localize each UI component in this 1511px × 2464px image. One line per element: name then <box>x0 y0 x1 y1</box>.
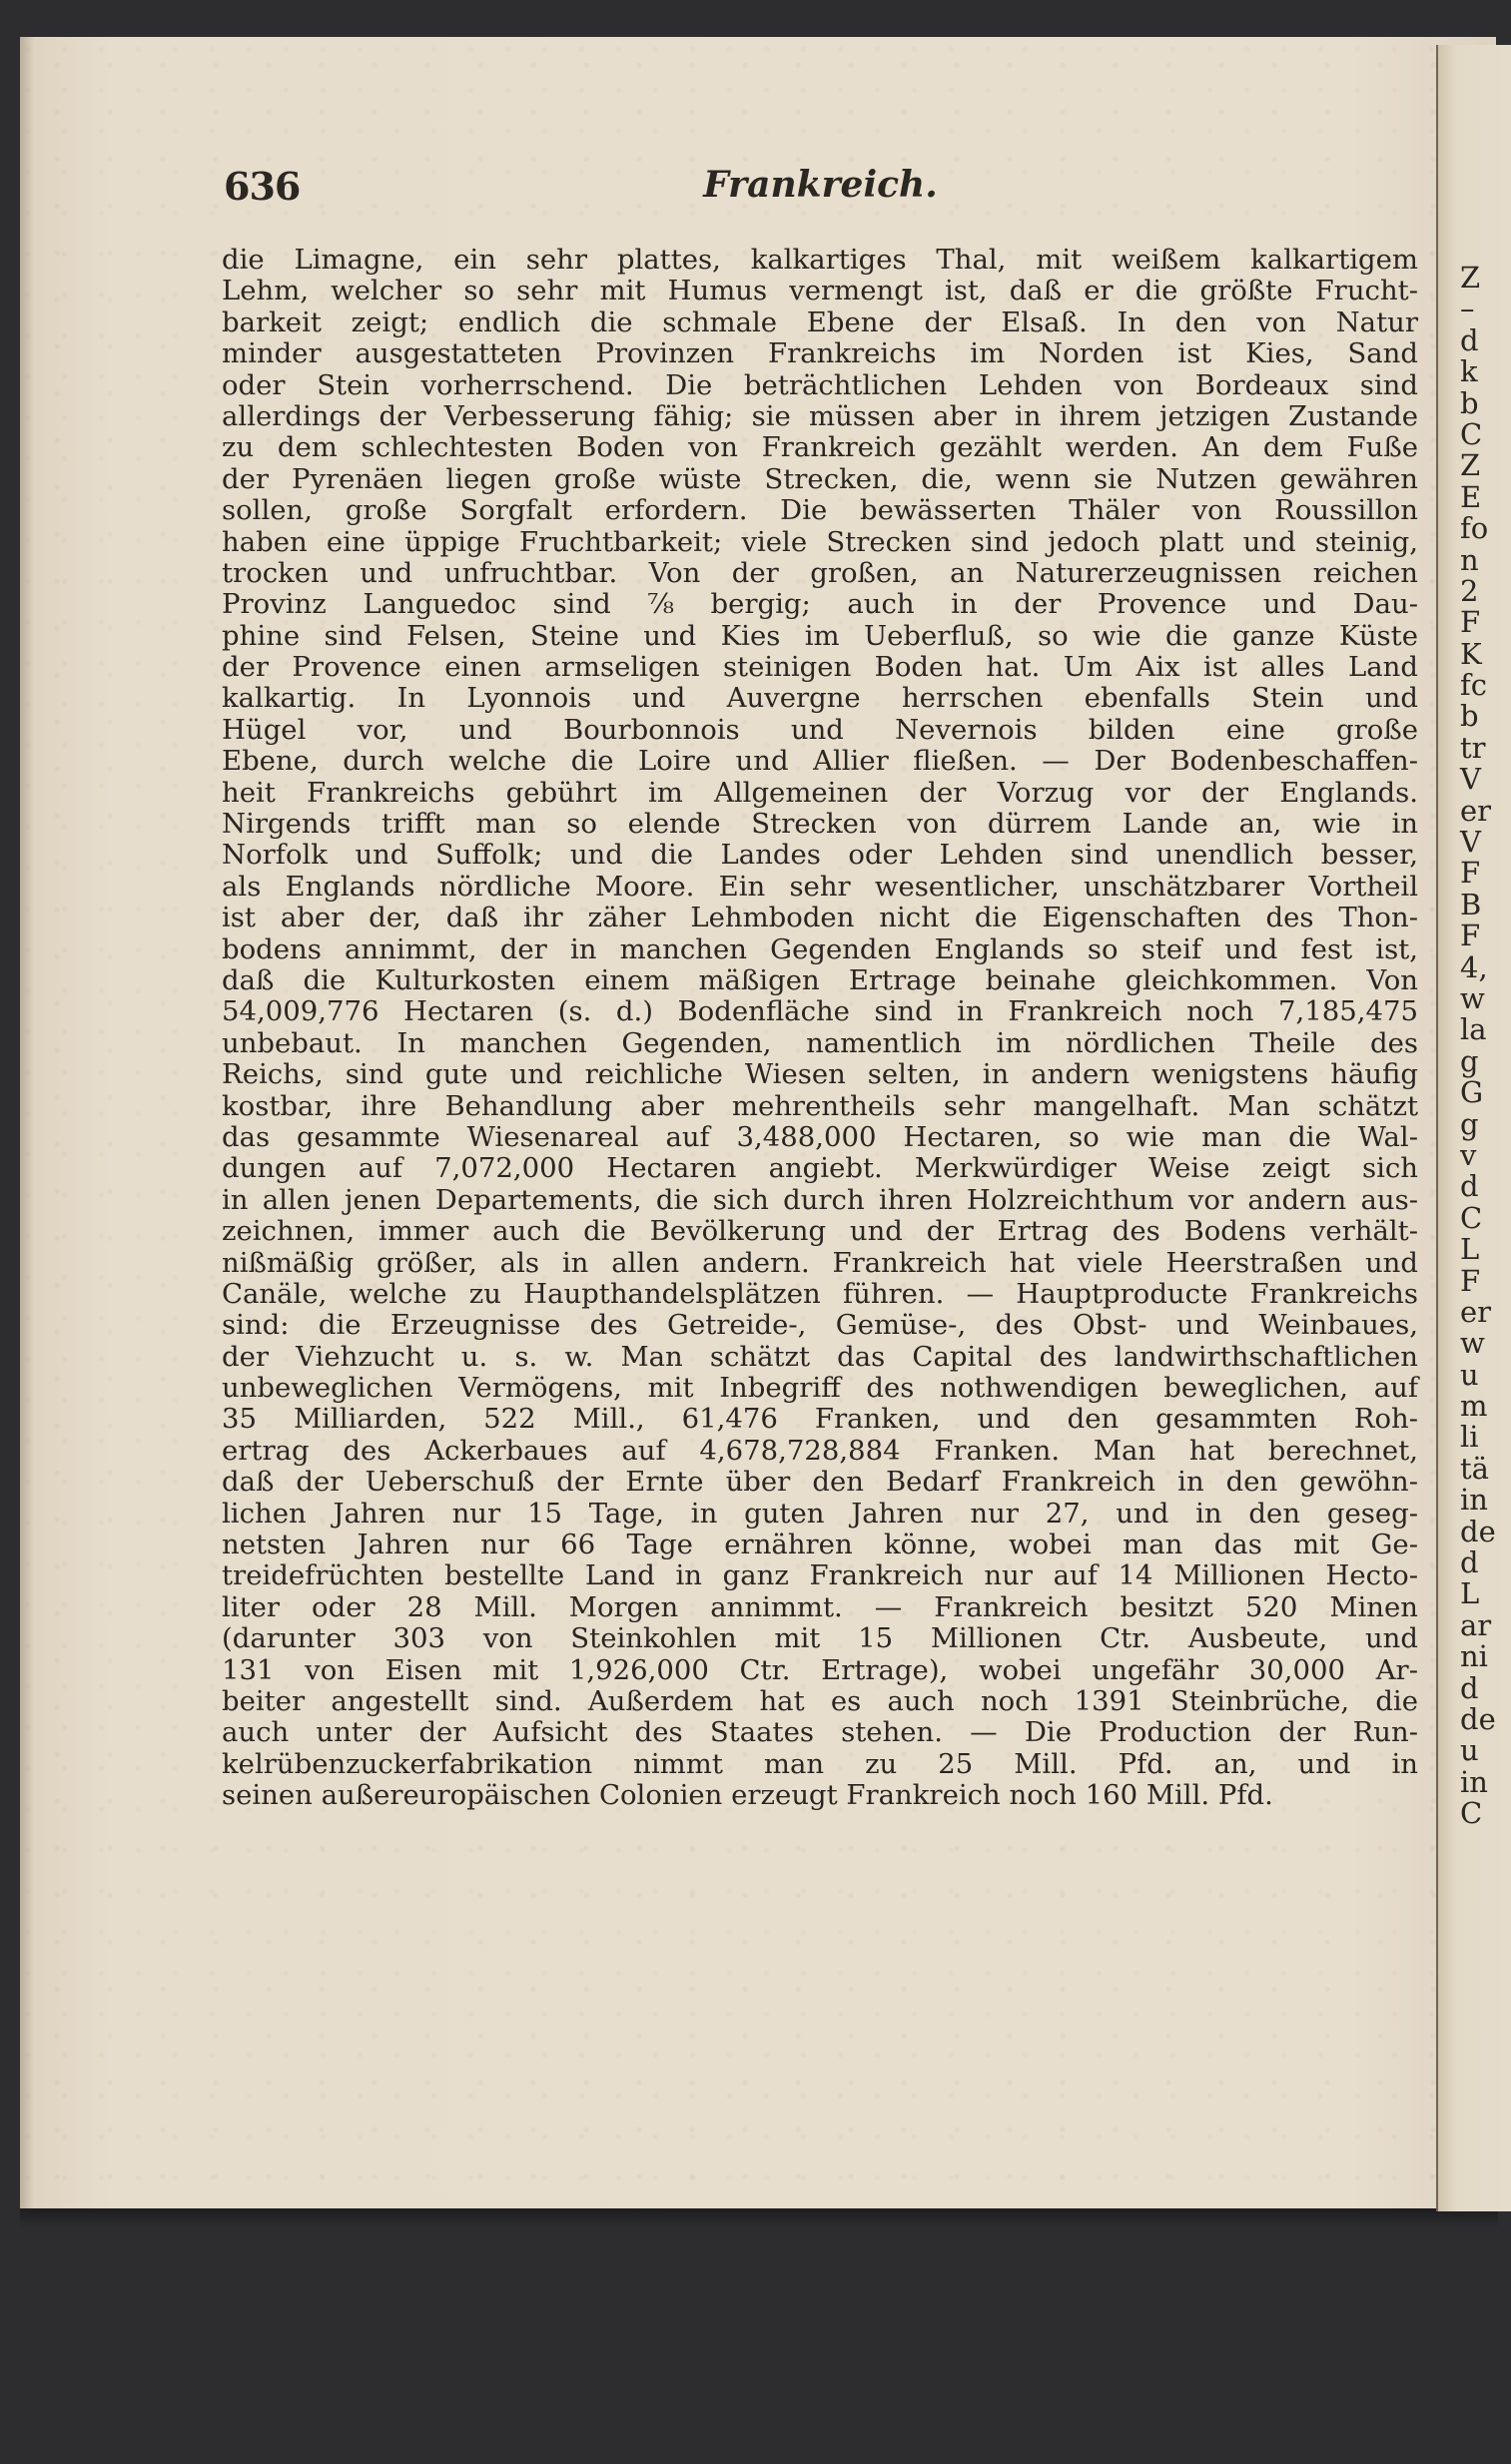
body-text <box>222 245 1418 1812</box>
facing-page-fragment: C <box>1460 1796 1483 1831</box>
facing-page-fragment: fc <box>1460 668 1487 703</box>
text-line: Hügel vor, und Bourbonnois und Nevernois bilden eine große <box>222 713 1418 746</box>
text-line: zu dem schlechtesten Boden von Frankreich gezählt werden. An dem Fuße <box>222 431 1418 464</box>
facing-page-fragment: F <box>1460 1263 1481 1298</box>
text-line: ertrag des Ackerbaues auf 4,678,728,884 Franken. Man hat berechnet, <box>222 1434 1418 1467</box>
text-line: lichen Jahren nur 15 Tage, in guten Jahren nur 27, und in den geseg- <box>222 1497 1418 1530</box>
text-line: dungen auf 7,072,000 Hectaren angiebt. Merkwürdiger Weise zeigt sich <box>222 1152 1418 1185</box>
text-line: 35 Milliarden, 522 Mill., 61,476 Franken, und den gesammten Roh- <box>222 1403 1418 1436</box>
facing-page-fragment: d <box>1460 1670 1479 1705</box>
text-line: auch unter der Aufsicht des Staates stehen. — Die Production der Run- <box>222 1716 1418 1749</box>
page-number: 636 <box>224 164 301 209</box>
text-line: haben eine üppige Fruchtbarkeit; viele Strecken sind jedoch platt und steinig, <box>222 525 1418 558</box>
text-line: bodens annimmt, der in manchen Gegenden Englands so steif und fest ist, <box>222 932 1418 965</box>
facing-page-fragment: u <box>1460 1733 1479 1768</box>
facing-page-fragment: er <box>1460 793 1492 828</box>
facing-page-fragment: B <box>1460 887 1482 922</box>
text-line: Reichs, sind gute und reichliche Wiesen selten, in andern wenigstens häufig <box>222 1058 1418 1091</box>
facing-page-fragment: u <box>1460 1357 1479 1392</box>
text-line: seinen außereuropäischen Colonien erzeugt Frankreich noch 160 Mill. Pfd. <box>222 1779 1273 1812</box>
facing-page-fragment: Z <box>1460 261 1481 295</box>
text-line: nißmäßig größer, als in allen andern. Frankreich hat viele Heerstraßen und <box>222 1246 1418 1279</box>
text-line: Provinz Languedoc sind ⅞ bergig; auch in der Provence und Dau- <box>222 588 1418 621</box>
text-line: minder ausgestatteten Provinzen Frankreichs im Norden ist Kies, Sand <box>222 337 1418 370</box>
page-header <box>224 164 1417 224</box>
text-line: der Provence einen armseligen steinigen Boden hat. Um Aix ist alles Land <box>222 651 1418 684</box>
page-edge-shadow <box>20 37 34 2208</box>
text-line: zeichnen, immer auch die Bevölkerung und der Ertrag des Bodens verhält- <box>222 1215 1418 1248</box>
facing-page-fragment: L <box>1460 1232 1480 1267</box>
text-line: heit Frankreichs gebührt im Allgemeinen der Vorzug vor der Englands. <box>222 776 1418 809</box>
facing-page-fragment: C <box>1460 1200 1483 1235</box>
facing-page-fragment: de <box>1460 1701 1496 1736</box>
facing-page-fragment: d <box>1460 322 1479 357</box>
facing-page-edge <box>1436 45 1511 2211</box>
text-line: sollen, große Sorgfalt erfordern. Die bewässerten Thäler von Roussillon <box>222 494 1418 527</box>
facing-page-fragment: K <box>1460 636 1482 671</box>
text-line: Lehm, welcher so sehr mit Humus vermengt ist, daß er die größte Frucht- <box>222 275 1418 308</box>
facing-page-fragment: 4, <box>1460 949 1488 984</box>
facing-page-fragment: in <box>1460 1764 1488 1799</box>
text-line: kelrübenzuckerfabrikation nimmt man zu 25 Mill. Pfd. an, und in <box>222 1747 1418 1780</box>
text-line: die Limagne, ein sehr plattes, kalkartiges Thal, mit weißem kalkartigem <box>222 244 1418 276</box>
facing-page-fragment: d <box>1460 1545 1479 1580</box>
text-line: der Viehzucht u. s. w. Man schätzt das Capital des landwirthschaftlichen <box>222 1340 1418 1373</box>
facing-page-fragment: L <box>1460 1576 1480 1611</box>
text-line: allerdings der Verbesserung fähig; sie müssen aber in ihrem jetzigen Zustande <box>222 399 1418 432</box>
facing-page-fragment: w <box>1460 1326 1485 1361</box>
facing-page-fragment: fo <box>1460 511 1489 546</box>
facing-page-fragment: tr <box>1460 730 1486 765</box>
facing-page-fragment: tä <box>1460 1451 1489 1486</box>
facing-page-fragment: ni <box>1460 1639 1488 1674</box>
text-line: barkeit zeigt; endlich die schmale Ebene der Elsaß. In den von Natur <box>222 306 1418 338</box>
text-line: liter oder 28 Mill. Morgen annimmt. — Frankreich besitzt 520 Minen <box>222 1590 1418 1623</box>
text-line: treidefrüchten bestellte Land in ganz Frankreich nur auf 14 Millionen Hecto- <box>222 1559 1418 1592</box>
text-line: Canäle, welche zu Haupthandelsplätzen führen. — Hauptproducte Frankreichs <box>222 1277 1418 1310</box>
text-line: daß der Ueberschuß der Ernte über den Bedarf Frankreich in den gewöhn- <box>222 1466 1418 1499</box>
text-line: 54,009,776 Hectaren (s. d.) Bodenfläche sind in Frankreich noch 7,185,475 <box>222 995 1418 1028</box>
facing-page-fragment: E <box>1460 479 1482 514</box>
text-line: in allen jenen Departements, die sich durch ihren Holzreichthum vor andern aus- <box>222 1183 1418 1216</box>
facing-page-fragment: – <box>1460 292 1475 326</box>
facing-page-fragment: g <box>1460 1043 1479 1078</box>
facing-page-fragment: er <box>1460 1294 1492 1329</box>
text-line: das gesammte Wiesenareal auf 3,488,000 Hectaren, so wie man die Wal- <box>222 1120 1418 1153</box>
facing-page-text-fragments <box>1460 263 1511 1830</box>
text-line: phine sind Felsen, Steine und Kies im Ueberfluß, so wie die ganze Küste <box>222 619 1418 652</box>
text-line: (darunter 303 von Steinkohlen mit 15 Millionen Ctr. Ausbeute, und <box>222 1622 1418 1655</box>
text-line: kostbar, ihre Behandlung aber mehrentheils sehr mangelhaft. Man schätzt <box>222 1089 1418 1122</box>
text-line: netsten Jahren nur 66 Tage ernähren könne, wobei man das mit Ge- <box>222 1529 1418 1561</box>
facing-page-fragment: b <box>1460 699 1479 734</box>
facing-page-fragment: F <box>1460 856 1481 891</box>
text-line: Ebene, durch welche die Loire und Allier fließen. — Der Bodenbeschaffen- <box>222 745 1418 778</box>
text-line: kalkartig. In Lyonnois und Auvergne herrschen ebenfalls Stein und <box>222 682 1418 715</box>
facing-page-fragment: m <box>1460 1389 1488 1424</box>
text-line: Norfolk und Suffolk; und die Landes oder Lehden sind unendlich besser, <box>222 839 1418 872</box>
text-line: beiter angestellt sind. Außerdem hat es auch noch 1391 Steinbrüche, die <box>222 1684 1418 1717</box>
facing-page-fragment: Z <box>1460 448 1481 483</box>
facing-page-fragment: 2 <box>1460 573 1479 608</box>
facing-page-fragment: F <box>1460 919 1481 953</box>
text-line: oder Stein vorherrschend. Die beträchtlichen Lehden von Bordeaux sind <box>222 368 1418 401</box>
text-line: trocken und unfruchtbar. Von der großen, an Naturerzeugnissen reichen <box>222 556 1418 589</box>
running-title: Frankreich. <box>703 164 938 206</box>
text-line: unbebaut. In manchen Gegenden, namentlich im nördlichen Theile des <box>222 1026 1418 1059</box>
facing-page-fragment: V <box>1460 825 1481 860</box>
facing-page-fragment: w <box>1460 980 1485 1015</box>
facing-page-fragment: G <box>1460 1075 1484 1110</box>
facing-page-fragment: de <box>1460 1514 1496 1548</box>
page-bottom-shadow <box>20 2208 1498 2228</box>
facing-page-fragment: li <box>1460 1420 1479 1455</box>
facing-page-fragment: n <box>1460 542 1479 577</box>
text-line: daß die Kulturkosten einem mäßigen Ertrage beinahe gleichkommen. Von <box>222 963 1418 996</box>
facing-page-fragment: F <box>1460 605 1481 640</box>
facing-page-fragment: in <box>1460 1483 1488 1518</box>
text-line: Nirgends trifft man so elende Strecken von dürrem Lande an, wie in <box>222 808 1418 841</box>
facing-page-fragment: la <box>1460 1012 1487 1047</box>
text-line: unbeweglichen Vermögens, mit Inbegriff des nothwendigen beweglichen, auf <box>222 1372 1418 1405</box>
facing-page-fragment: b <box>1460 385 1479 420</box>
facing-page-fragment: d <box>1460 1169 1479 1204</box>
facing-page-fragment: C <box>1460 416 1483 451</box>
text-line: 131 von Eisen mit 1,926,000 Ctr. Ertrage), wobei ungefähr 30,000 Ar- <box>222 1653 1418 1686</box>
facing-page-fragment: ar <box>1460 1607 1492 1642</box>
facing-page-fragment: k <box>1460 354 1478 389</box>
text-line: ist aber der, daß ihr zäher Lehmboden nicht die Eigenschaften des Thon- <box>222 902 1418 934</box>
text-line: sind: die Erzeugnisse des Getreide-, Gemüse-, des Obst- und Weinbaues, <box>222 1309 1418 1342</box>
text-line: der Pyrenäen liegen große wüste Strecken, die, wenn sie Nutzen gewähren <box>222 462 1418 495</box>
facing-page-fragment: g <box>1460 1106 1479 1141</box>
facing-page-fragment: v <box>1460 1137 1477 1172</box>
text-line: als Englands nördliche Moore. Ein sehr wesentlicher, unschätzbarer Vortheil <box>222 870 1418 903</box>
facing-page-fragment: V <box>1460 762 1481 797</box>
